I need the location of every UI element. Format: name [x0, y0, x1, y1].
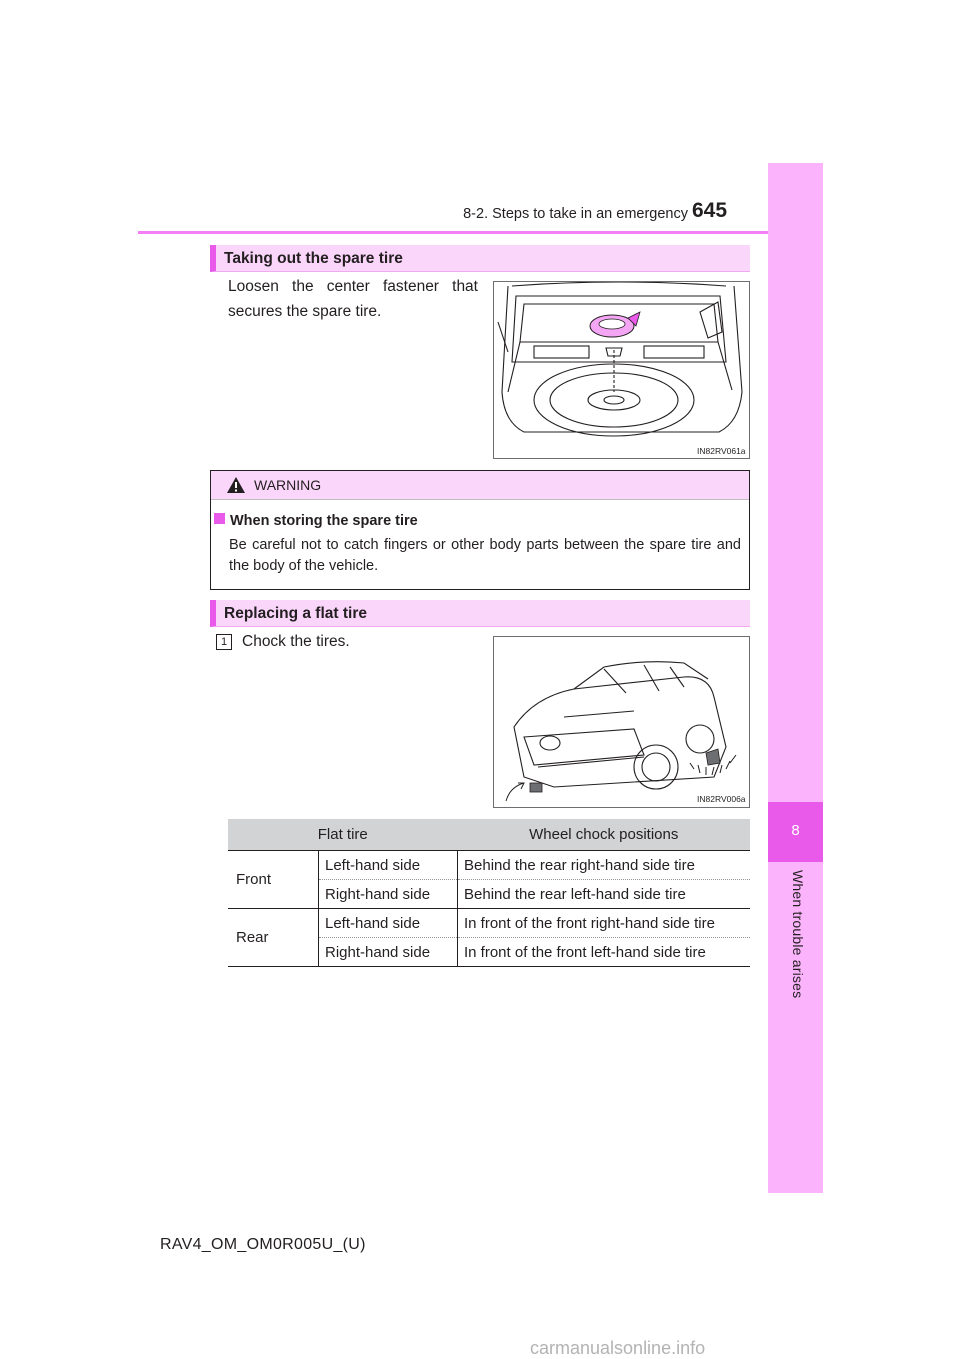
table-cell-side: Right-hand side [319, 880, 458, 909]
chapter-title: When trouble arises [790, 870, 806, 999]
wheel-chock-table [228, 819, 750, 967]
group-label-rear: Rear [228, 909, 319, 967]
rotate-arrow-icon [590, 312, 640, 337]
figure-code: IN82RV006a [697, 794, 746, 804]
section-title-spare-tire: Taking out the spare tire [224, 250, 403, 267]
instruction-text: Loosen the center fastener that secures the spare tire. [228, 278, 478, 320]
group-label-front: Front [228, 851, 319, 909]
table-cell-side: Left-hand side [319, 909, 458, 938]
document-code: RAV4_OM_OM0R005U_(U) [160, 1236, 366, 1253]
step-text: Chock the tires. [242, 633, 350, 650]
table-cell-position: Behind the rear left-hand side tire [458, 880, 751, 909]
warning-text: Be careful not to catch fingers or other body parts between the spare tire and the body of the vehicle. [229, 537, 741, 574]
figure-chock-tires [493, 636, 750, 808]
column-header-chock-positions: Wheel chock positions [458, 819, 751, 851]
bullet-square-icon [214, 513, 225, 524]
section-title-flat-tire: Replacing a flat tire [224, 605, 367, 622]
chapter-side-tab [768, 163, 823, 1193]
table-header-row [228, 819, 750, 851]
running-header: 8-2. Steps to take in an emergency [463, 206, 688, 222]
step-number-box: 1 [216, 634, 232, 650]
table-cell-position: In front of the front right-hand side tire [458, 909, 751, 938]
warning-label: WARNING [254, 477, 322, 493]
chapter-number: 8 [791, 822, 800, 839]
table-cell-position: In front of the front left-hand side tire [458, 938, 751, 967]
table-row [228, 909, 750, 938]
chock-front [530, 783, 542, 792]
watermark: carmanualsonline.info [530, 1338, 706, 1358]
table-row [228, 851, 750, 880]
page-number: 645 [692, 199, 728, 222]
trunk-illustration [494, 282, 749, 458]
table-cell-side: Left-hand side [319, 851, 458, 880]
table-cell-position: Behind the rear right-hand side tire [458, 851, 751, 880]
car-illustration [494, 637, 749, 807]
header-rule [138, 231, 822, 234]
warning-triangle-icon [226, 476, 246, 494]
column-header-flat-tire: Flat tire [228, 819, 458, 851]
figure-code: IN82RV061a [697, 446, 746, 456]
table-cell-side: Right-hand side [319, 938, 458, 967]
warning-item-title: When storing the spare tire [230, 513, 418, 529]
figure-spare-tire-trunk [493, 281, 750, 459]
